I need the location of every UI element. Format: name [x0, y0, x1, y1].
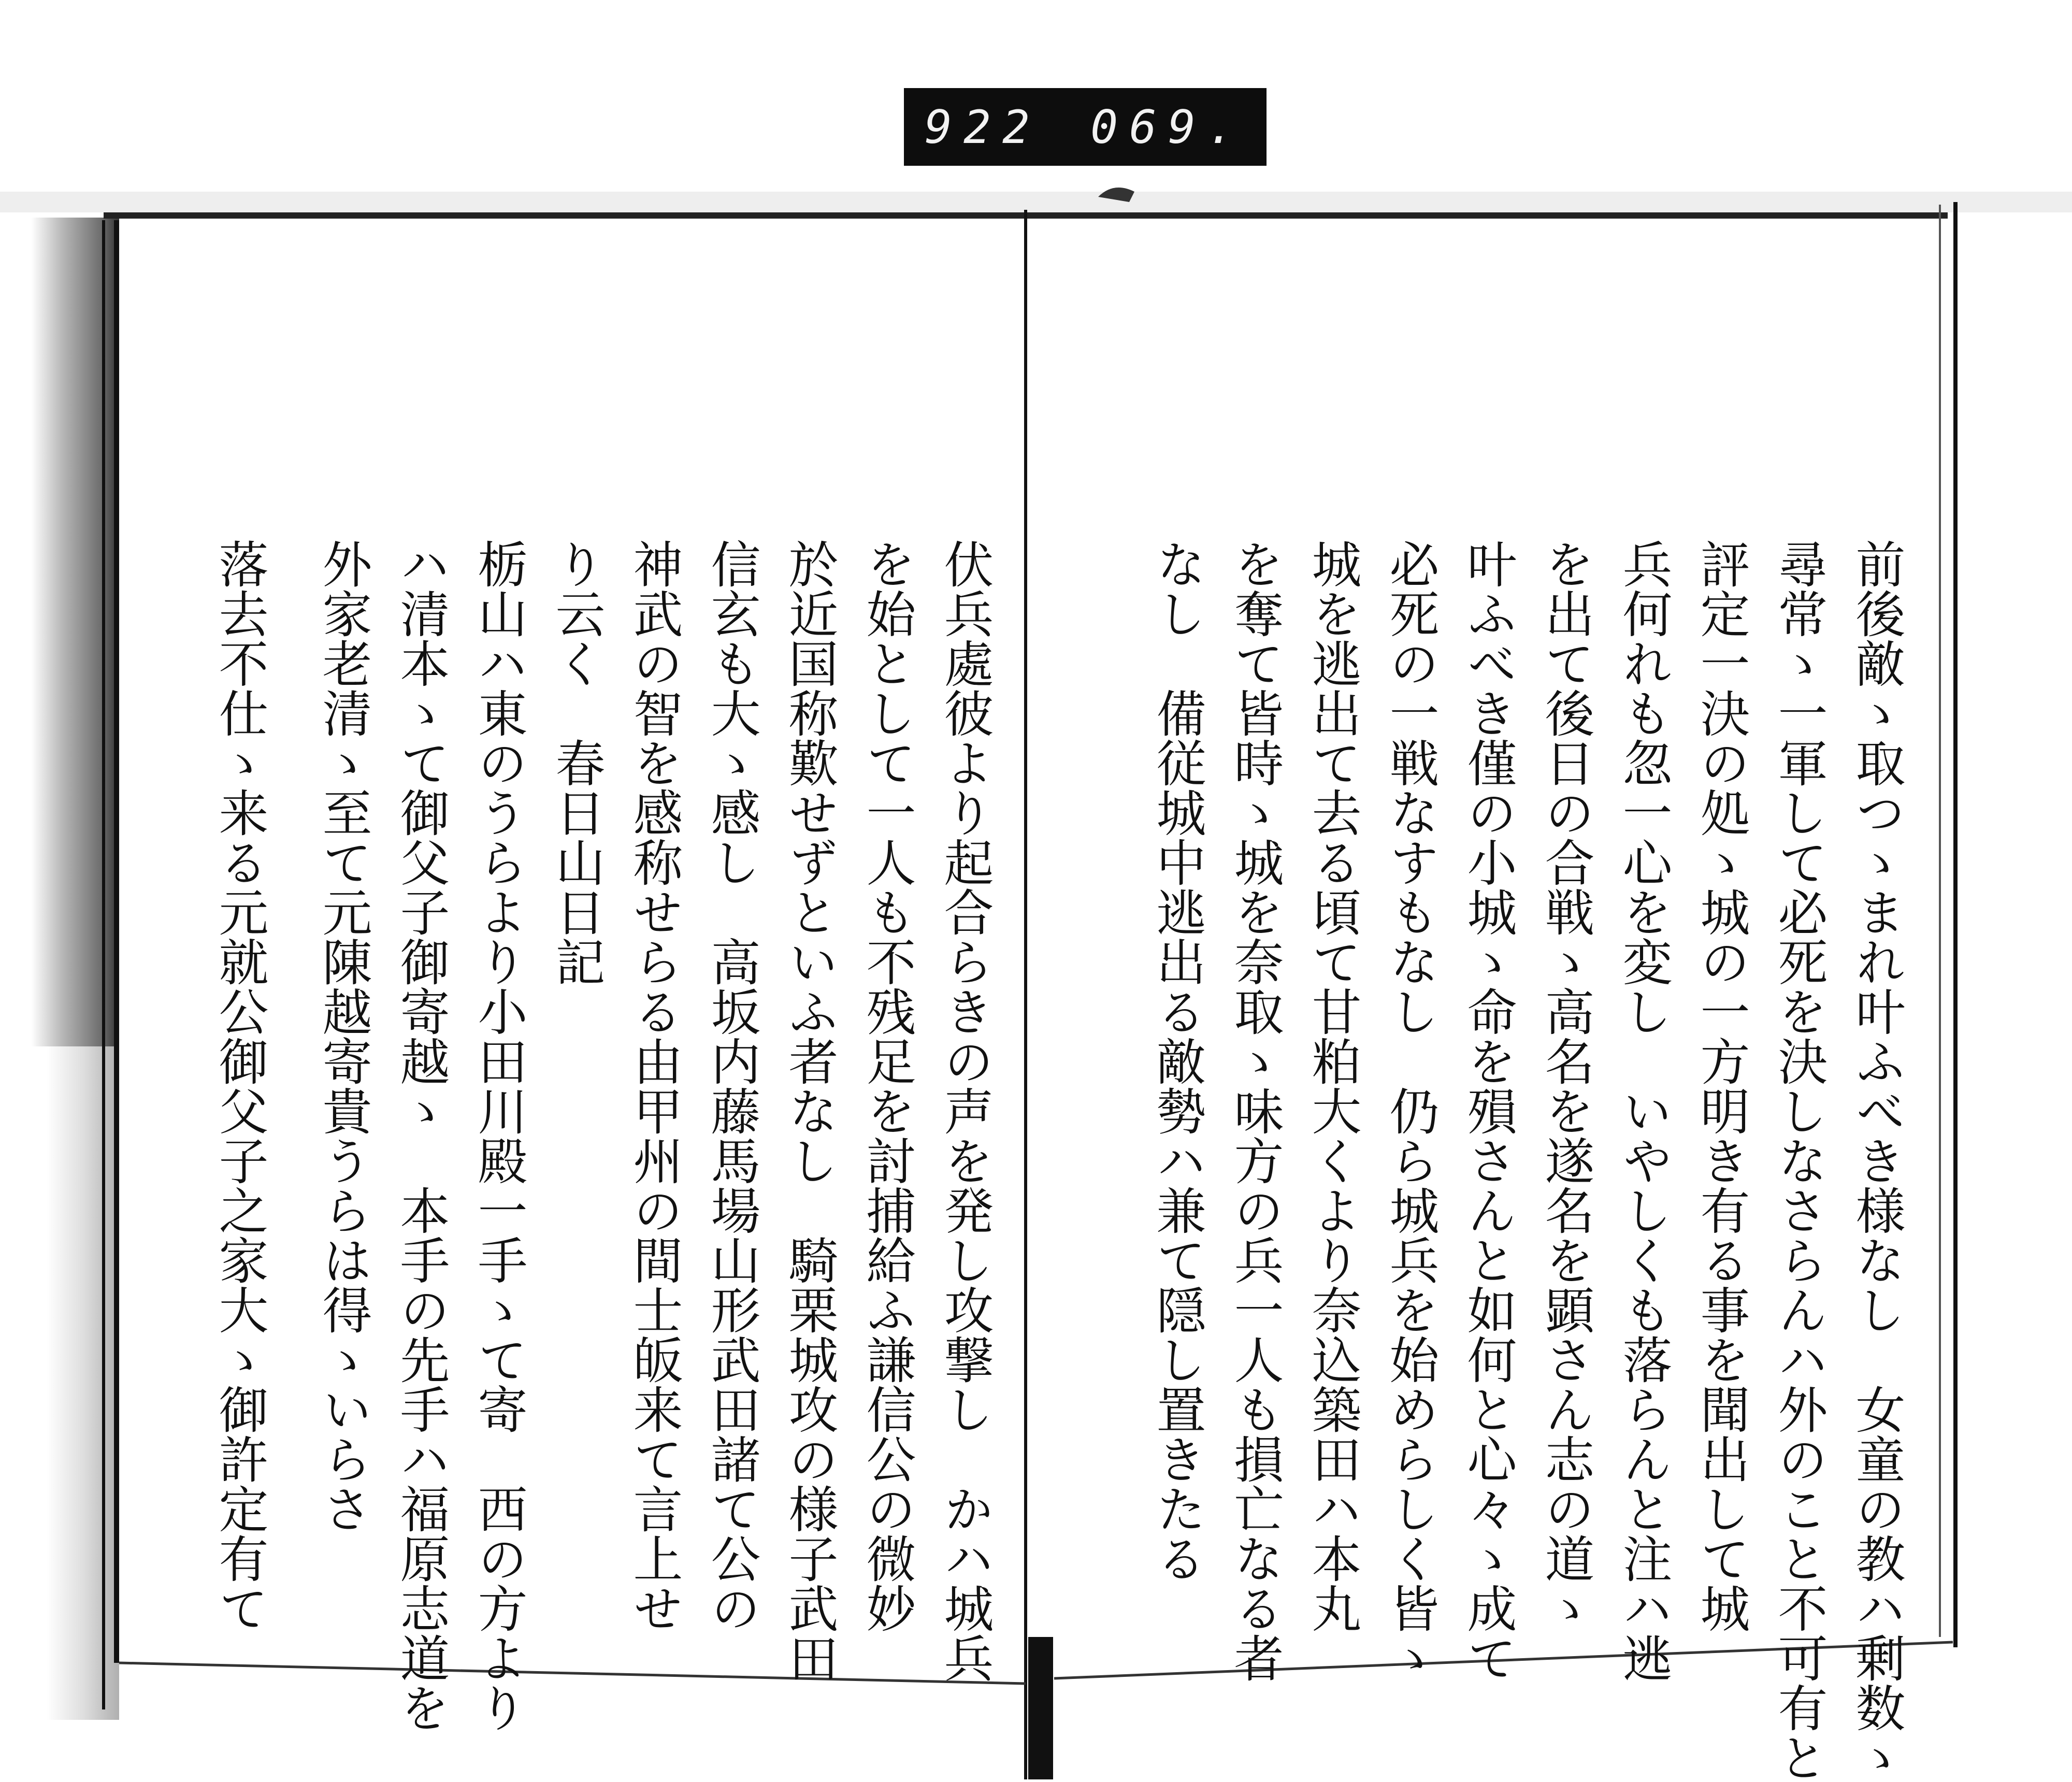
text-column: 前後敵ゝ取つゝまれ叶ふべき様なし 女童の教ハ剰数ゝ: [1848, 539, 1906, 1782]
catalog-label: [904, 88, 1267, 166]
text-column: 外家老清ゝ至て元陳越寄貴うらは得ゝいらさ: [314, 539, 372, 1533]
text-column: を始として一人も不残足を討捕給ふ謙信公の微妙: [858, 539, 916, 1633]
text-column: 伏兵處彼より起合らきの声を発し攻撃し かハ城兵: [936, 539, 994, 1683]
text-column: 落去不仕ゝ来る元就公御父子之家大ゝ御許定有て: [211, 539, 269, 1633]
text-column: り云く 春日山日記: [548, 539, 606, 986]
text-column: 城を逃出て去る頃て甘粕大くより奈込築田ハ本丸: [1304, 539, 1362, 1633]
text-column: 信玄も大ゝ感し 高坂内藤馬場山形武田諸て公の: [703, 539, 761, 1633]
text-column: 評定一決の処ゝ城の一方明き有る事を聞出して城: [1692, 539, 1750, 1633]
text-column: 於近国称歎せずといふ者なし 騎栗城攻の様子武田: [781, 539, 839, 1683]
text-column: 栃山ハ東のうらより小田川殿一手ゝて寄 西の方より: [470, 539, 528, 1732]
catalog-number-left: 922: [925, 100, 1041, 154]
text-column: 神武の智を感称せらる由甲州の間士皈来て言上せ: [625, 539, 683, 1633]
text-column: 兵何れも忽一心を変し いやしくも落らんと注ハ逃: [1615, 539, 1673, 1683]
text-column: ハ清本ゝて御父子御寄越ゝ 本手の先手ハ福原志道を: [392, 539, 450, 1732]
text-column: 叶ふべき僅の小城ゝ命を殞さんと如何と心々ゝ成て: [1459, 539, 1517, 1683]
catalog-number-right: 069.: [1090, 100, 1246, 154]
text-column: を奪て皆時ゝ城を奈取ゝ味方の兵一人も損亡なる者: [1226, 539, 1284, 1683]
text-column: 必死の一戦なすもなし 仍ら城兵を始めらしく皆ゝ: [1382, 539, 1440, 1683]
text-column: なし 備従城中逃出る敵勢ハ兼て隠し置きたる: [1148, 539, 1206, 1583]
text-column: 尋常ゝ一軍して必死を決しなさらんハ外のこと不可有と: [1770, 539, 1828, 1782]
text-column: を出て後日の合戦ゝ高名を遂名を顕さん志の道ゝ: [1537, 539, 1595, 1633]
